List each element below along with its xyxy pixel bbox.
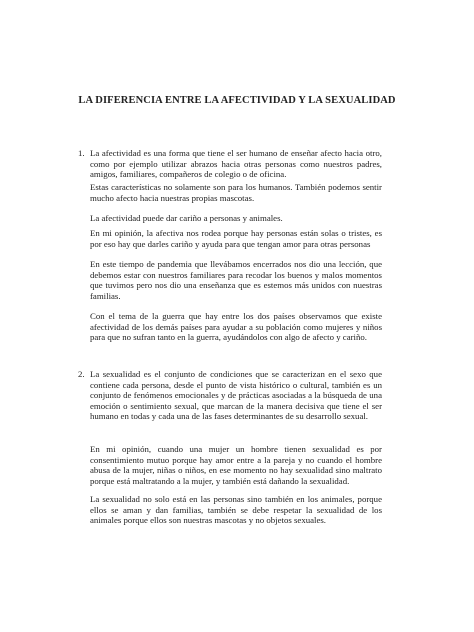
section-2-number: 2. [78, 369, 85, 379]
section-2-paragraph-3: La sexualidad no solo está en las personas sino también en los animales, porque ellos se aman y dan familias, también se debe respetar la sexualidad de los animales porque ellos son nuestras mascotas y no objetos sexuales. [90, 494, 382, 526]
section-1-paragraph-2: Estas características no solamente son para los humanos. También podemos sentir mucho afecto hacia nuestras propias mascotas. [90, 182, 382, 203]
section-1-paragraph-3: La afectividad puede dar cariño a personas y animales. [90, 213, 283, 223]
section-1-paragraph-5: En este tiempo de pandemia que llevábamos encerrados nos dio una lección, que debemos estar con nuestros familiares para recodar los buenos y malos momentos que tuvimos pero nos dio una enseñanza que es estemos más unidos con nuestras familias. [90, 259, 382, 301]
section-2-paragraph-1: La sexualidad es el conjunto de condiciones que se caracterizan en el sexo que contiene cada persona, desde el punto de vista histórico o cultural, también es un conjunto de fenómenos emocionales y de prácticas asociadas a la búsqueda de una emoción o sentimiento sexual, que marcan de la manera decisiva que tiene el ser humano en todas y cada una de las fases determinantes de su desarrollo sexual. [90, 369, 382, 422]
section-2-paragraph-2: En mi opinión, cuando una mujer un hombre tienen sexualidad es por consentimiento mutuo porque hay amor entre a la pareja y no cuando el hombre abusa de la mujer, niñas o niños, en ese momento no hay sexualidad sino maltrato porque está maltratando a la mujer, y también está dañando la sexualidad. [90, 444, 382, 486]
section-1-number: 1. [78, 148, 85, 158]
section-1-paragraph-6: Con el tema de la guerra que hay entre los dos países observamos que existe afectividad de los demás países para ayudar a su población como mujeres y niños para que no sufran tanto en la guerra, ayudándolos con algo de afecto y cariño. [90, 311, 382, 343]
section-1-paragraph-4: En mi opinión, la afectiva nos rodea porque hay personas están solas o tristes, es por eso hay que darles cariño y ayuda para que tengan amor para otras personas [90, 228, 382, 249]
document-title: LA DIFERENCIA ENTRE LA AFECTIVIDAD Y LA SEXUALIDAD [78, 95, 396, 106]
section-1-paragraph-1: La afectividad es una forma que tiene el ser humano de enseñar afecto hacia otro, como por ejemplo utilizar abrazos hacia otras personas como nuestros padres, amigos, familiares, compañeros de colegio o de oficina. [90, 148, 382, 180]
